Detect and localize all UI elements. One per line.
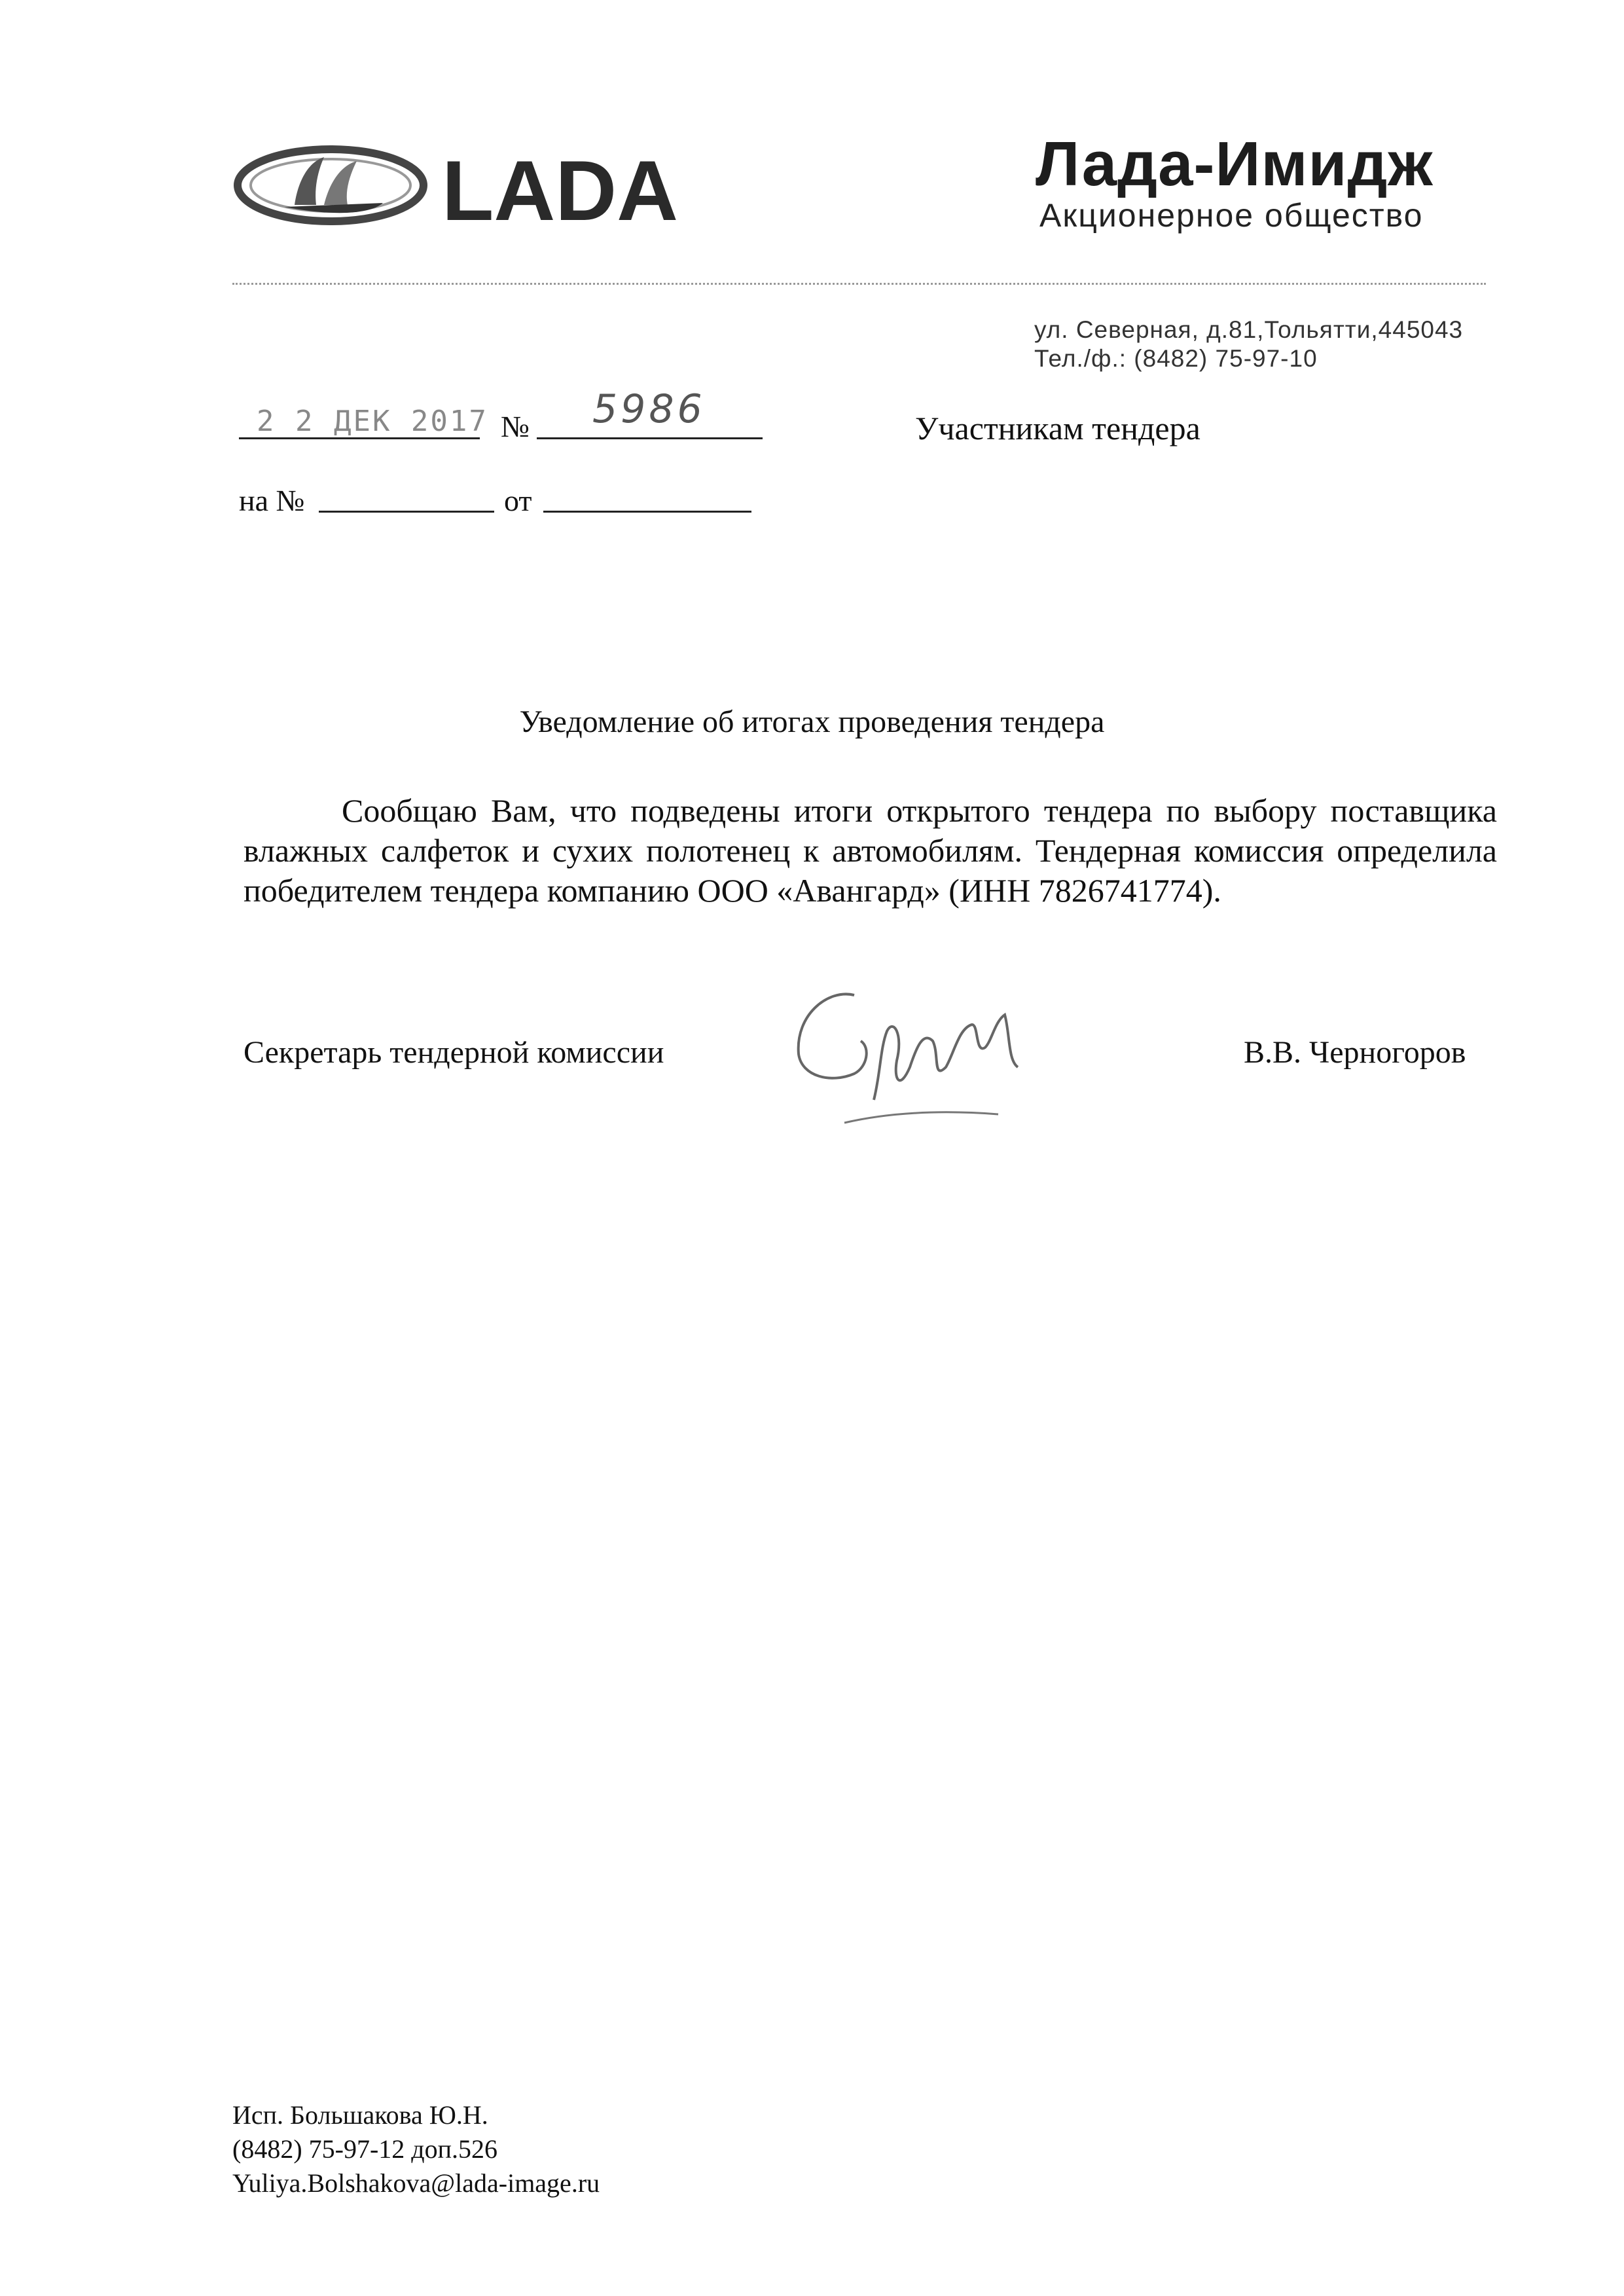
number-label: № [501, 410, 530, 443]
executor-contact [232, 2098, 600, 2200]
number-line [537, 437, 763, 439]
executor-name: Исп. Большакова Ю.Н. [232, 2100, 488, 2130]
company-name: Лада-Имидж [1036, 129, 1434, 199]
company-type: Акционерное общество [1039, 197, 1424, 234]
address-line: ул. Северная, д.81,Тольятти,445043 [1034, 316, 1464, 343]
date-line [239, 437, 480, 439]
phone-line: Тел./ф.: (8482) 75-97-10 [1034, 345, 1318, 372]
executor-phone: (8482) 75-97-12 доп.526 [232, 2134, 498, 2164]
document-body: Сообщаю Вам, что подведены итоги открытого тендера по выбору поставщика влажных салфеток и сухих полотенец к автомобилям. Тендерная комиссия определила победителем тендера компанию ООО «Авангард» (ИНН 7826741774). [244, 792, 1497, 909]
lada-wordmark: LADA [442, 143, 679, 228]
lada-boat-emblem-icon [232, 143, 710, 228]
signatory-role: Секретарь тендерной комиссии [244, 1035, 664, 1070]
document-title: Уведомление об итогах проведения тендера [519, 704, 1105, 739]
recipient: Участникам тендера [915, 410, 1200, 446]
company-address [1034, 316, 1463, 373]
handwritten-signature [782, 969, 1057, 1139]
reply-to-label: на № [239, 484, 305, 517]
header-divider [232, 283, 1486, 285]
outgoing-number: 5986 [592, 386, 706, 432]
from-date-line [543, 511, 751, 513]
executor-email: Yuliya.Bolshakova@lada-image.ru [232, 2168, 600, 2198]
signature-icon [782, 969, 1057, 1139]
reply-number-line [319, 511, 494, 513]
signatory-name: В.В. Черногоров [1244, 1035, 1466, 1070]
lada-logo [232, 143, 710, 228]
from-label: от [504, 484, 532, 517]
date-stamp: 2 2 ДЕК 2017 [257, 405, 488, 438]
